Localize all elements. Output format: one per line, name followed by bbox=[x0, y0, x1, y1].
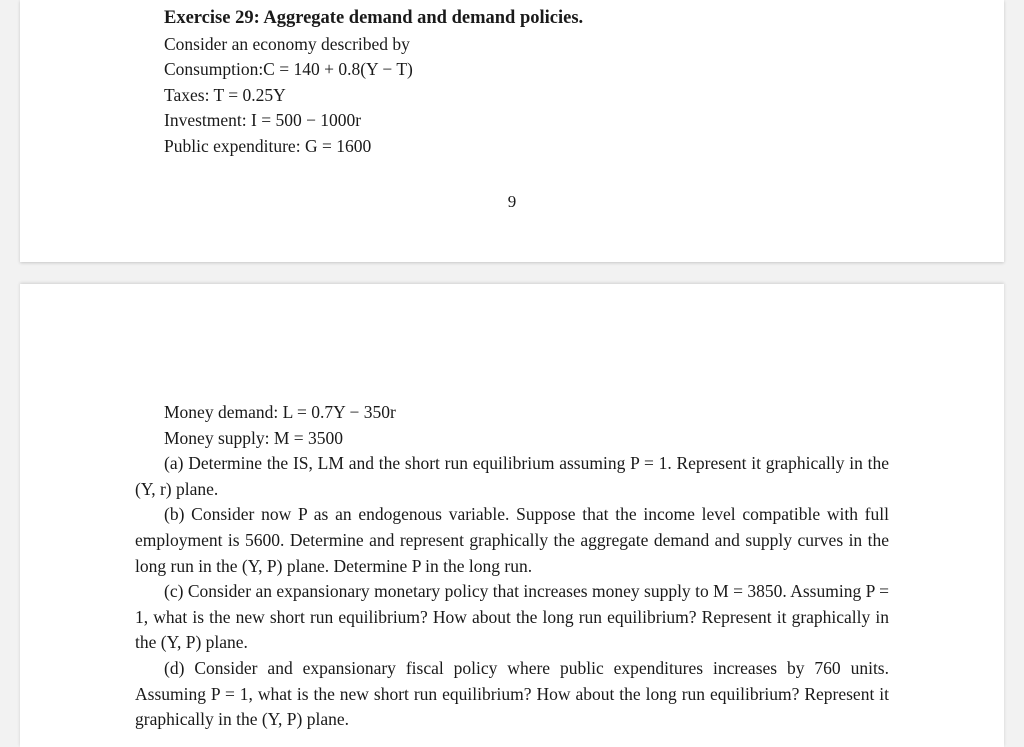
intro-text: Consider an economy described by bbox=[164, 33, 410, 54]
page-2 bbox=[20, 284, 1004, 747]
page-1 bbox=[20, 0, 1004, 262]
page-1-content bbox=[135, 6, 889, 160]
investment-equation: Investment: I = 500 − 1000r bbox=[164, 110, 362, 131]
taxes-equation: Taxes: T = 0.25Y bbox=[164, 84, 286, 105]
part-c: (c) Consider an expansionary monetary policy that increases money supply to M = 3850. Assuming P = 1, what is the new short run equilibrium? How about the long run equilibrium? Represent it graphically in the (Y, P) plane. bbox=[135, 581, 889, 653]
part-b: (b) Consider now P as an endogenous variable. Suppose that the income level compatible with full employment is 5600. Determine and represent graphically the aggregate demand and supply curves in the long run in the (Y, P) plane. Determine P in the long run. bbox=[135, 504, 889, 576]
money-demand-equation: Money demand: L = 0.7Y − 350r bbox=[164, 402, 396, 422]
exercise-title: Exercise 29: Aggregate demand and demand policies. bbox=[164, 8, 584, 28]
page-2-content bbox=[135, 400, 889, 733]
page-number: 9 bbox=[507, 192, 517, 211]
part-a: (a) Determine the IS, LM and the short run equilibrium assuming P = 1. Represent it graphically in the (Y, r) plane. bbox=[135, 453, 889, 499]
money-supply-equation: Money supply: M = 3500 bbox=[164, 427, 344, 448]
consumption-equation: Consumption:C = 140 + 0.8(Y − T) bbox=[164, 59, 413, 80]
public-expenditure-equation: Public expenditure: G = 1600 bbox=[164, 135, 372, 156]
part-d: (d) Consider and expansionary fiscal policy where public expenditures increases by 760 units. Assuming P = 1, what is the new short run equilibrium? How about the long run equilibrium? Represent it graphically in the (Y, P) plane. bbox=[135, 657, 889, 730]
